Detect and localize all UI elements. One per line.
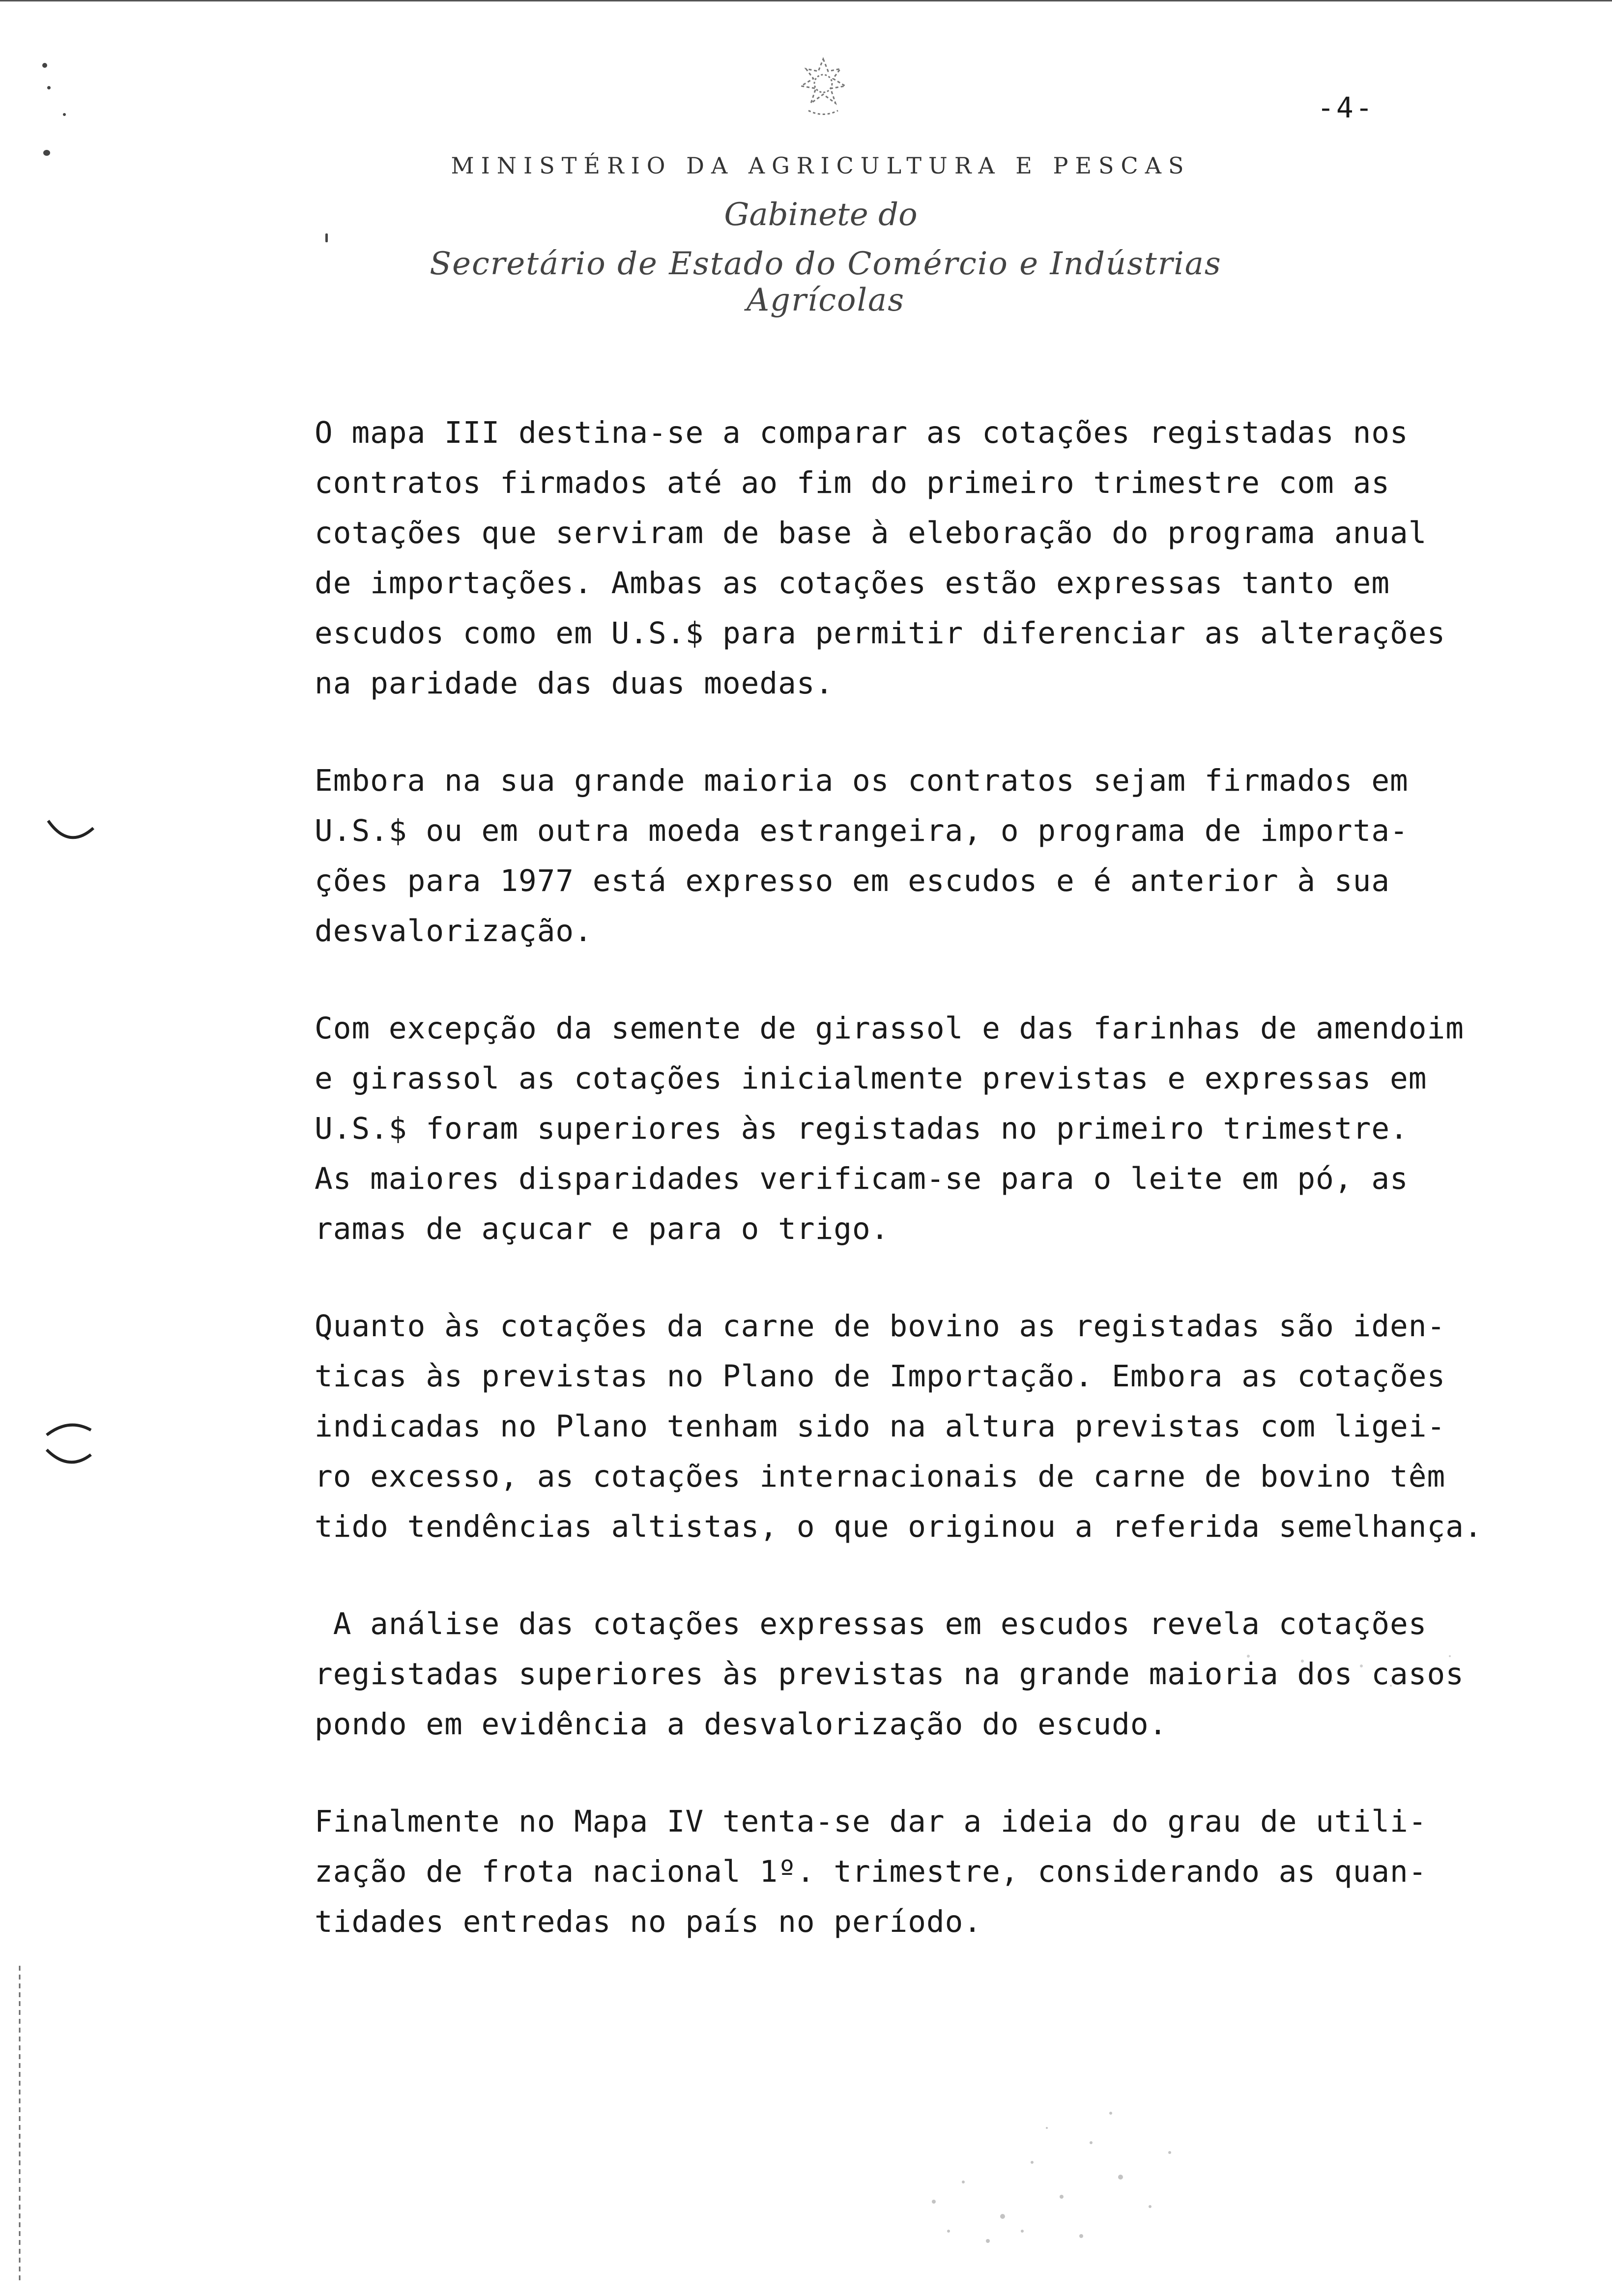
page-top-edge [0, 0, 1612, 1]
hole-punch-mark-icon [42, 1415, 96, 1474]
text-line: indicadas no Plano tenham sido na altura previstas com ligei- [315, 1409, 1446, 1444]
text-line: zação de frota nacional 1º. trimestre, considerando as quan- [315, 1854, 1427, 1889]
paragraph [315, 1004, 1573, 1254]
text-line: desvalorização. [315, 914, 593, 948]
scan-speck [325, 233, 328, 242]
paragraph [315, 1301, 1573, 1552]
text-line: A análise das cotações expressas em escudos revela cotações [315, 1607, 1427, 1641]
scan-edge-shadow [15, 1966, 25, 2280]
text-line: ções para 1977 está expresso em escudos e é anterior à sua [315, 863, 1390, 898]
text-line: ticas às previstas no Plano de Importação. Embora as cotações [315, 1359, 1446, 1394]
paragraph [315, 756, 1573, 956]
text-line: ramas de açucar e para o trigo. [315, 1211, 890, 1246]
text-line: Embora na sua grande maioria os contratos sejam firmados em [315, 763, 1409, 798]
scan-speck [43, 150, 50, 156]
text-line: Com excepção da semente de girassol e das farinhas de amendoim [315, 1011, 1464, 1046]
document-body [315, 408, 1573, 1994]
scan-speck [47, 86, 51, 89]
text-line: registadas superiores às previstas na grande maioria dos casos [315, 1657, 1464, 1692]
text-line: tido tendências altistas, o que originou a referida semelhança. [315, 1509, 1483, 1544]
text-line: ro excesso, as cotações internacionais de carne de bovino têm [315, 1459, 1446, 1494]
text-line: cotações que serviram de base à eleboração do programa anual [315, 516, 1427, 550]
text-line: U.S.$ foram superiores às registadas no primeiro trimestre. [315, 1111, 1409, 1146]
scan-speck [42, 63, 47, 68]
text-line: O mapa III destina-se a comparar as cotações registadas nos [315, 415, 1409, 450]
text-line: Finalmente no Mapa IV tenta-se dar a ideia do grau de utili- [315, 1804, 1427, 1839]
text-line: tidades entredas no país no período. [315, 1904, 982, 1939]
text-line: na paridade das duas moedas. [315, 666, 834, 701]
text-line: pondo em evidência a desvalorização do escudo. [315, 1707, 1168, 1742]
text-line: escudos como em U.S.$ para permitir diferenciar as alterações [315, 616, 1446, 651]
text-line: Quanto às cotações da carne de bovino as registadas são iden- [315, 1309, 1446, 1344]
secretary-heading: Secretário de Estado do Comércio e Indústrias Agrícolas [430, 246, 1222, 318]
coat-of-arms-emblem-icon [781, 49, 865, 123]
text-line: de importações. Ambas as cotações estão expressas tanto em [315, 566, 1390, 601]
ministry-heading: MINISTÉRIO DA AGRICULTURA E PESCAS [451, 152, 1191, 179]
hole-punch-mark-icon [44, 816, 98, 855]
paragraph [315, 1797, 1573, 1947]
text-line: contratos firmados até ao fim do primeiro trimestre com as [315, 465, 1390, 500]
paragraph [315, 408, 1573, 709]
text-line: U.S.$ ou em outra moeda estrangeira, o programa de importa- [315, 813, 1409, 848]
scan-noise-pattern [1229, 1636, 1474, 1705]
scan-noise-pattern [875, 2054, 1219, 2266]
cabinet-heading: Gabinete do [724, 197, 918, 233]
scan-speck [63, 113, 66, 116]
text-line: As maiores disparidades verificam-se para o leite em pó, as [315, 1161, 1409, 1196]
text-line: e girassol as cotações inicialmente previstas e expressas em [315, 1061, 1427, 1096]
page-number: -4- [1317, 91, 1375, 124]
